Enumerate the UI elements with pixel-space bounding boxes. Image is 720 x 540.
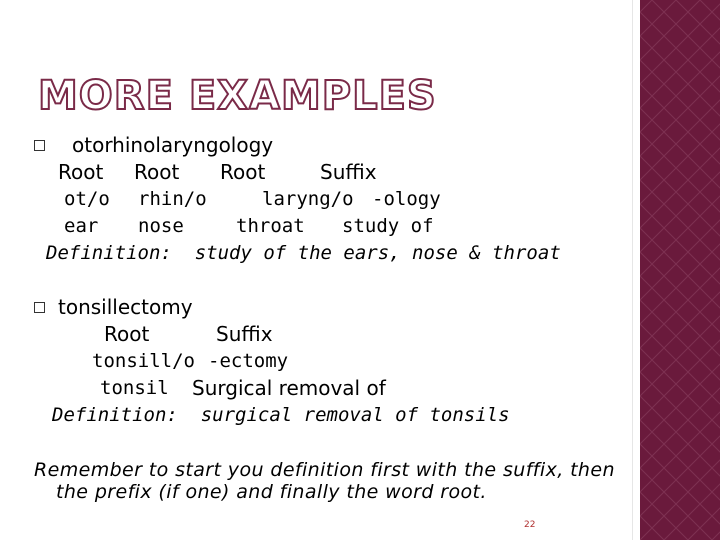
example1-part-3: laryng/o [262,188,354,210]
example1-type-1: Root [58,160,104,184]
diamond-pattern-icon [640,0,720,540]
example1-definition: Definition: study of the ears, nose & throat [46,242,561,264]
example1-meaning-2: nose [138,215,184,237]
example1-meaning-4: study of [342,215,434,237]
bullet-icon [34,140,45,151]
example2-definition: Definition: surgical removal of tonsils [52,404,510,426]
example2-type-2: Suffix [216,322,273,346]
example2-type-1: Root [104,322,150,346]
example1-part-1: ot/o [64,188,110,210]
example2-meaning-1: tonsil [100,377,169,399]
example1-type-4: Suffix [320,160,377,184]
example1-type-3: Root [220,160,266,184]
example1-part-4: -ology [372,188,441,210]
example2-meaning-2: Surgical removal of [192,376,386,400]
example1-type-2: Root [134,160,180,184]
example1-term: otorhinolaryngology [72,133,274,157]
example1-part-2: rhin/o [138,188,207,210]
example2-part-2: -ectomy [208,350,289,372]
decorative-sidebar [640,0,720,540]
example2-part-1: tonsill/o [92,350,195,372]
slide-divider [632,0,633,540]
slide-title: MORE EXAMPLES [38,73,437,119]
page-number: 22 [524,520,536,530]
example2-term: tonsillectomy [58,295,193,319]
example1-meaning-3: throat [236,215,305,237]
bullet-icon [34,302,45,313]
reminder-line-2: the prefix (if one) and finally the word root. [56,481,487,503]
example1-meaning-1: ear [64,215,99,237]
reminder-line-1: Remember to start you definition first with the suffix, then [34,459,615,481]
